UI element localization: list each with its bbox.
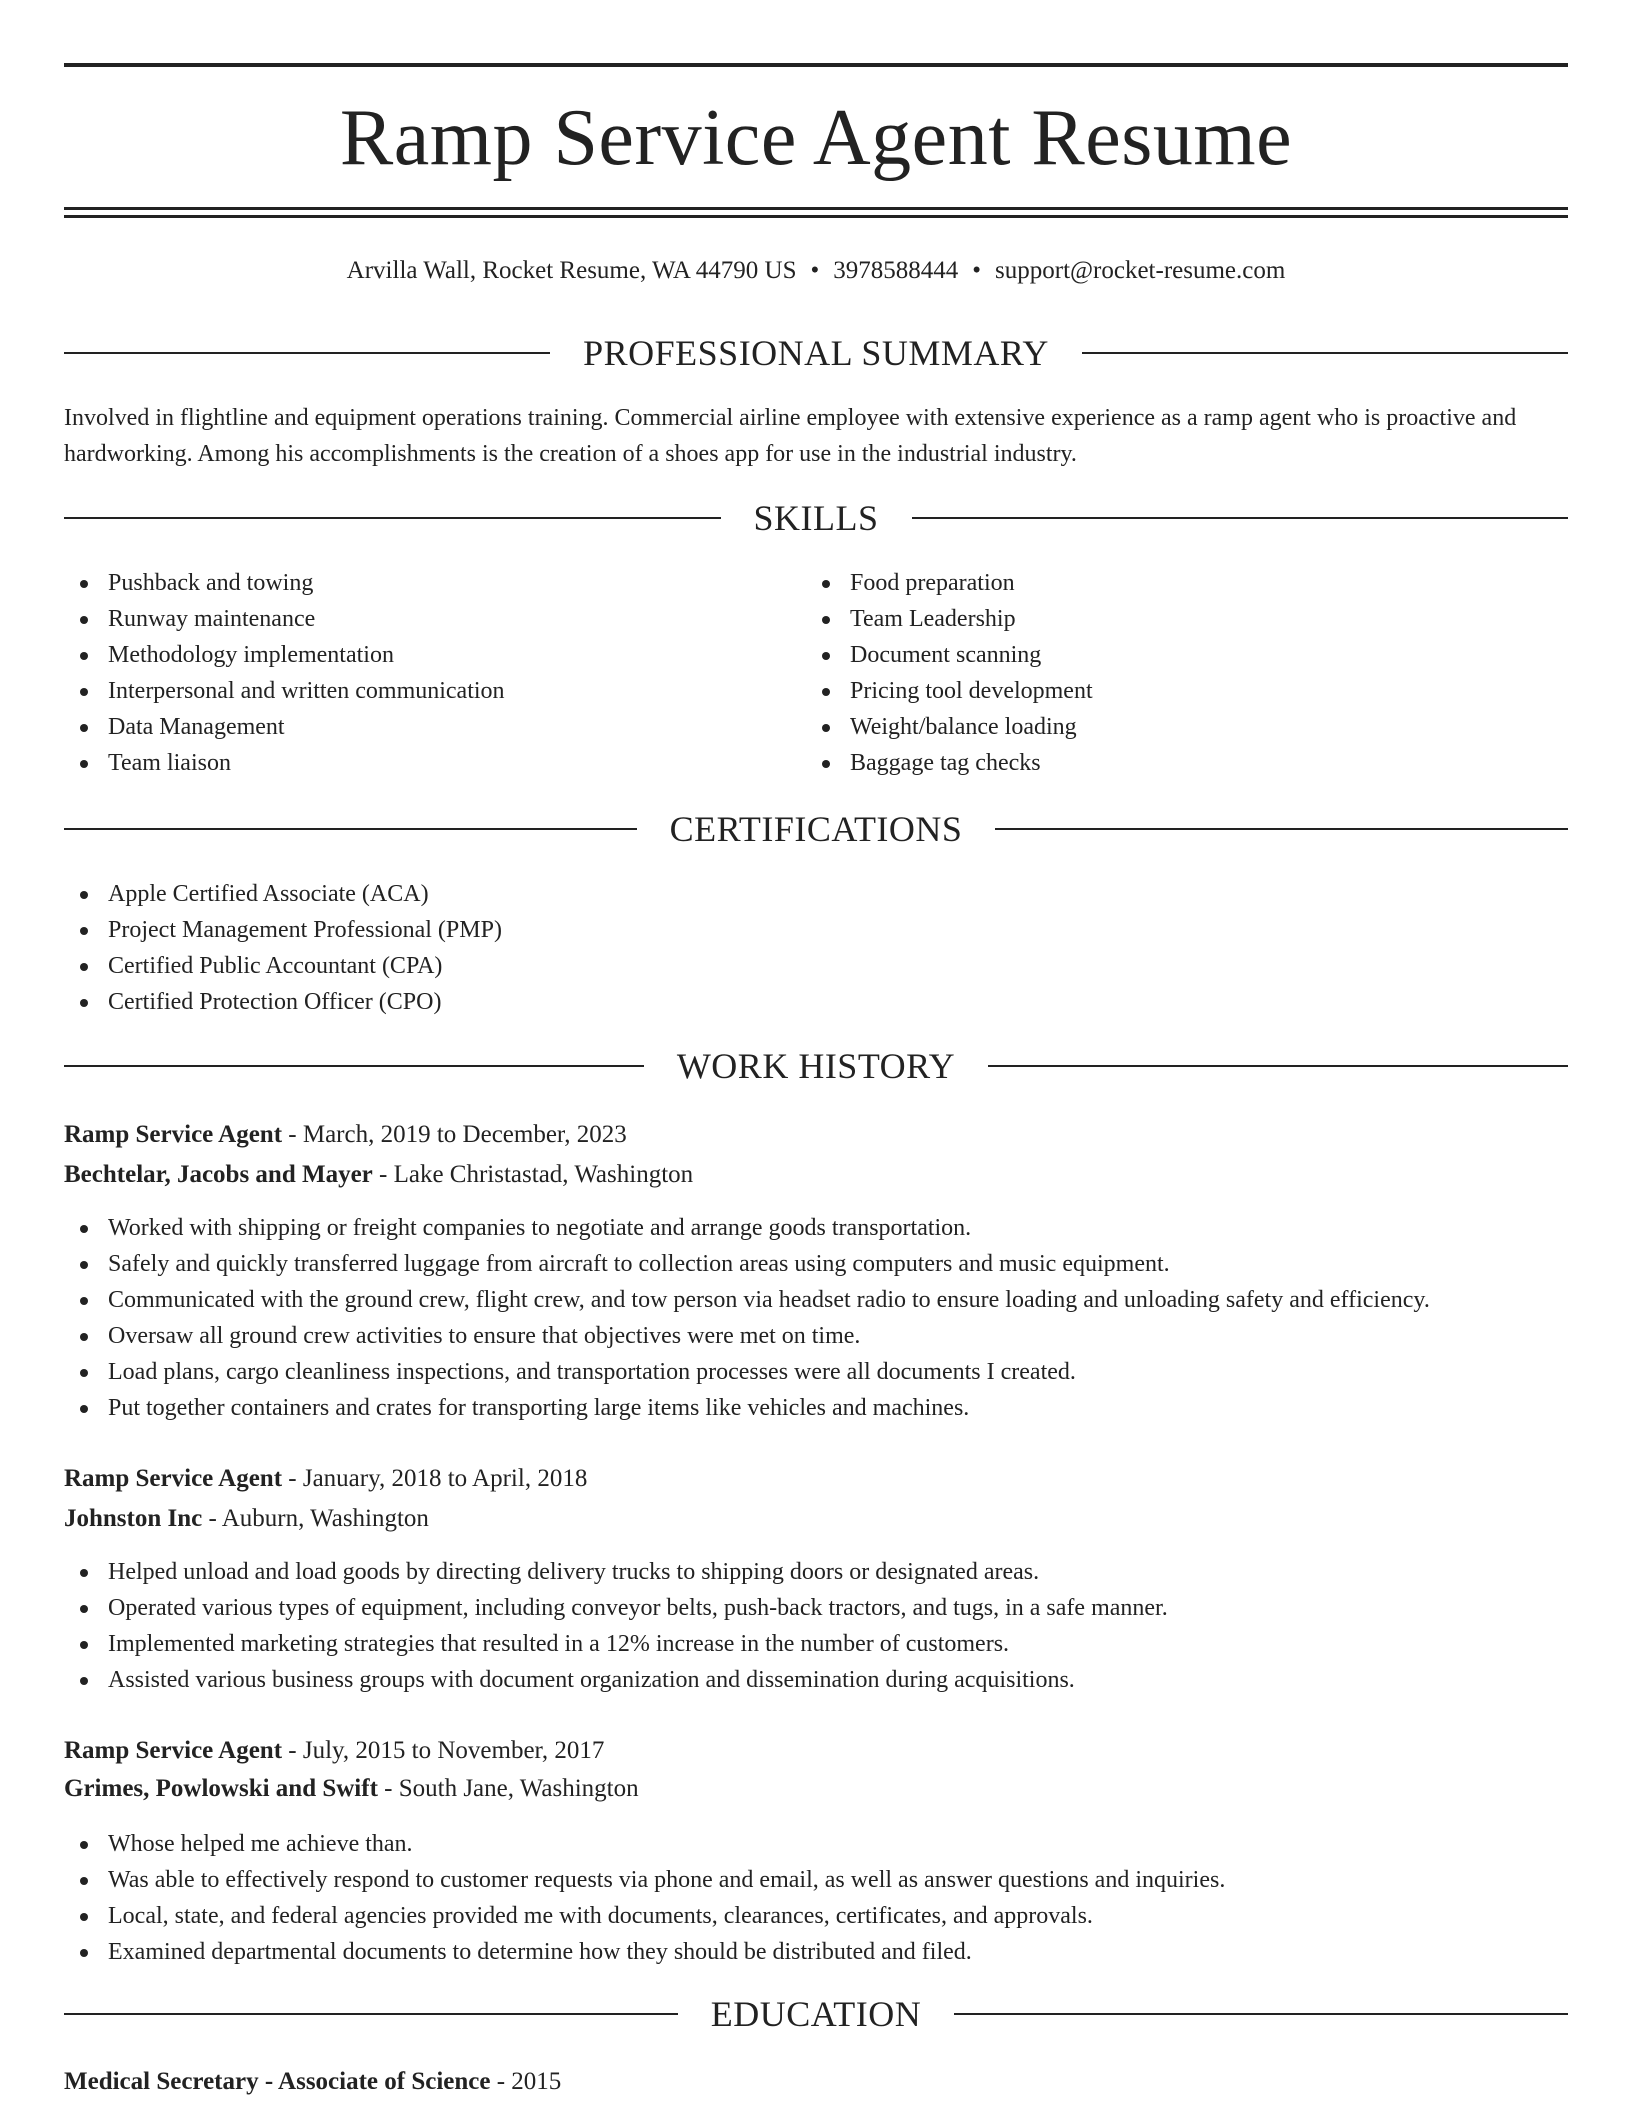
job-duties-list [64,1826,1568,1970]
heading-rule [954,2013,1568,2015]
heading-rule [64,2013,678,2015]
job-duties-list [64,1210,1568,1426]
job-duties-list [64,1554,1568,1698]
heading-rule [64,1065,644,1067]
contact-phone: 3978588444 [833,257,959,284]
contact-line [64,254,1568,288]
job-duty-item: Whose helped me achieve than. [64,1826,1568,1862]
job-title: Ramp Service Agent [64,1737,283,1764]
section-heading-skills [64,496,1568,540]
heading-rule [64,828,637,830]
contact-separator: • [972,257,982,284]
job-dates: - March, 2019 to December, 2023 [282,1121,627,1148]
skill-item: Team liaison [64,745,804,781]
job-duty-item: Assisted various business groups with document organization and dissemination during acquisitions. [64,1662,1568,1698]
job-duty-item: Helped unload and load goods by directing delivery trucks to shipping doors or designated areas. [64,1554,1568,1590]
skill-item: Document scanning [806,637,1566,673]
job-duty-item: Examined departmental documents to determine how they should be distributed and filed. [64,1934,1568,1970]
section-heading-certifications [64,807,1568,851]
job-duty-item: Put together containers and crates for transporting large items like vehicles and machines. [64,1390,1568,1426]
skill-item: Pushback and towing [64,565,804,601]
education-degree: Medical Secretary - Associate of Science [64,2068,491,2095]
job-dates: - July, 2015 to November, 2017 [282,1737,605,1764]
heading-rule [912,517,1569,519]
section-heading-education [64,1992,1568,2036]
job-duty-item: Oversaw all ground crew activities to ensure that objectives were met on time. [64,1318,1568,1354]
job-title-line [64,1117,1568,1153]
job-duty-item: Load plans, cargo cleanliness inspections, and transportation processes were all documents I created. [64,1354,1568,1390]
certifications-list [64,876,1568,1020]
job-duty-item: Operated various types of equipment, including conveyor belts, push-back tractors, and tugs, in a safe manner. [64,1590,1568,1626]
certification-item: Project Management Professional (PMP) [64,912,1568,948]
skill-item: Pricing tool development [806,673,1566,709]
skill-item: Weight/balance loading [806,709,1566,745]
header-bottom-rule-upper [64,207,1568,210]
heading-rule [995,828,1568,830]
professional-summary-text: Involved in flightline and equipment operations training. Commercial airline employee with extensive experience as a ramp agent who is proactive and hardworking. Among his accomplishments is the creation of a shoes app for use in the industrial industry. [64,405,1517,467]
job-company: Bechtelar, Jacobs and Mayer [64,1161,373,1188]
education-entry [64,2064,1568,2100]
job-location: - Lake Christastad, Washington [372,1161,694,1188]
heading-rule [1082,352,1568,354]
skill-item: Methodology implementation [64,637,804,673]
job-duty-item: Implemented marketing strategies that resulted in a 12% increase in the number of customers. [64,1626,1568,1662]
education-year: - 2015 [490,2068,562,2095]
job-location: - South Jane, Washington [377,1775,639,1802]
job-location: - Auburn, Washington [202,1505,429,1532]
section-heading-label: SKILLS [753,498,879,538]
section-heading-summary [64,331,1568,375]
resume-title: Ramp Service Agent Resume [339,94,1293,182]
job-duty-item: Local, state, and federal agencies provided me with documents, clearances, certificates, and approvals. [64,1898,1568,1934]
heading-rule [988,1065,1568,1067]
contact-address: Arvilla Wall, Rocket Resume, WA 44790 US [346,257,797,284]
section-heading-label: PROFESSIONAL SUMMARY [583,333,1049,373]
contact-email: support@rocket-resume.com [995,257,1286,284]
skill-item: Baggage tag checks [806,745,1566,781]
section-heading-label: WORK HISTORY [676,1046,956,1086]
job-duty-item: Was able to effectively respond to customer requests via phone and email, as well as answer questions and inquiries. [64,1862,1568,1898]
job-company-line [64,1771,1568,1807]
job-title-line [64,1461,1568,1497]
header-bottom-rule-lower [64,215,1568,218]
skills-list-right [806,565,1566,781]
section-heading-label: EDUCATION [710,1994,922,2034]
section-heading-work-history [64,1044,1568,1088]
skill-item: Data Management [64,709,804,745]
job-duty-item: Worked with shipping or freight companies to negotiate and arrange goods transportation. [64,1210,1568,1246]
certification-item: Certified Protection Officer (CPO) [64,984,1568,1020]
skills-list-left [64,565,804,781]
certification-item: Apple Certified Associate (ACA) [64,876,1568,912]
heading-rule [64,517,721,519]
job-company: Johnston Inc [64,1505,203,1532]
job-company-line [64,1157,1568,1193]
job-title: Ramp Service Agent [64,1465,283,1492]
contact-separator: • [810,257,820,284]
header-top-rule [64,63,1568,67]
job-duty-item: Safely and quickly transferred luggage from aircraft to collection areas using computers and music equipment. [64,1246,1568,1282]
job-title: Ramp Service Agent [64,1121,283,1148]
job-company-line [64,1501,1568,1537]
skill-item: Runway maintenance [64,601,804,637]
heading-rule [64,352,550,354]
skill-item: Food preparation [806,565,1566,601]
job-company: Grimes, Powlowski and Swift [64,1775,378,1802]
section-heading-label: CERTIFICATIONS [669,809,963,849]
skill-item: Interpersonal and written communication [64,673,804,709]
certification-item: Certified Public Accountant (CPA) [64,948,1568,984]
job-dates: - January, 2018 to April, 2018 [282,1465,588,1492]
job-duty-item: Communicated with the ground crew, flight crew, and tow person via headset radio to ensure loading and unloading safety and efficiency. [64,1282,1568,1318]
job-title-line [64,1733,1568,1769]
skill-item: Team Leadership [806,601,1566,637]
